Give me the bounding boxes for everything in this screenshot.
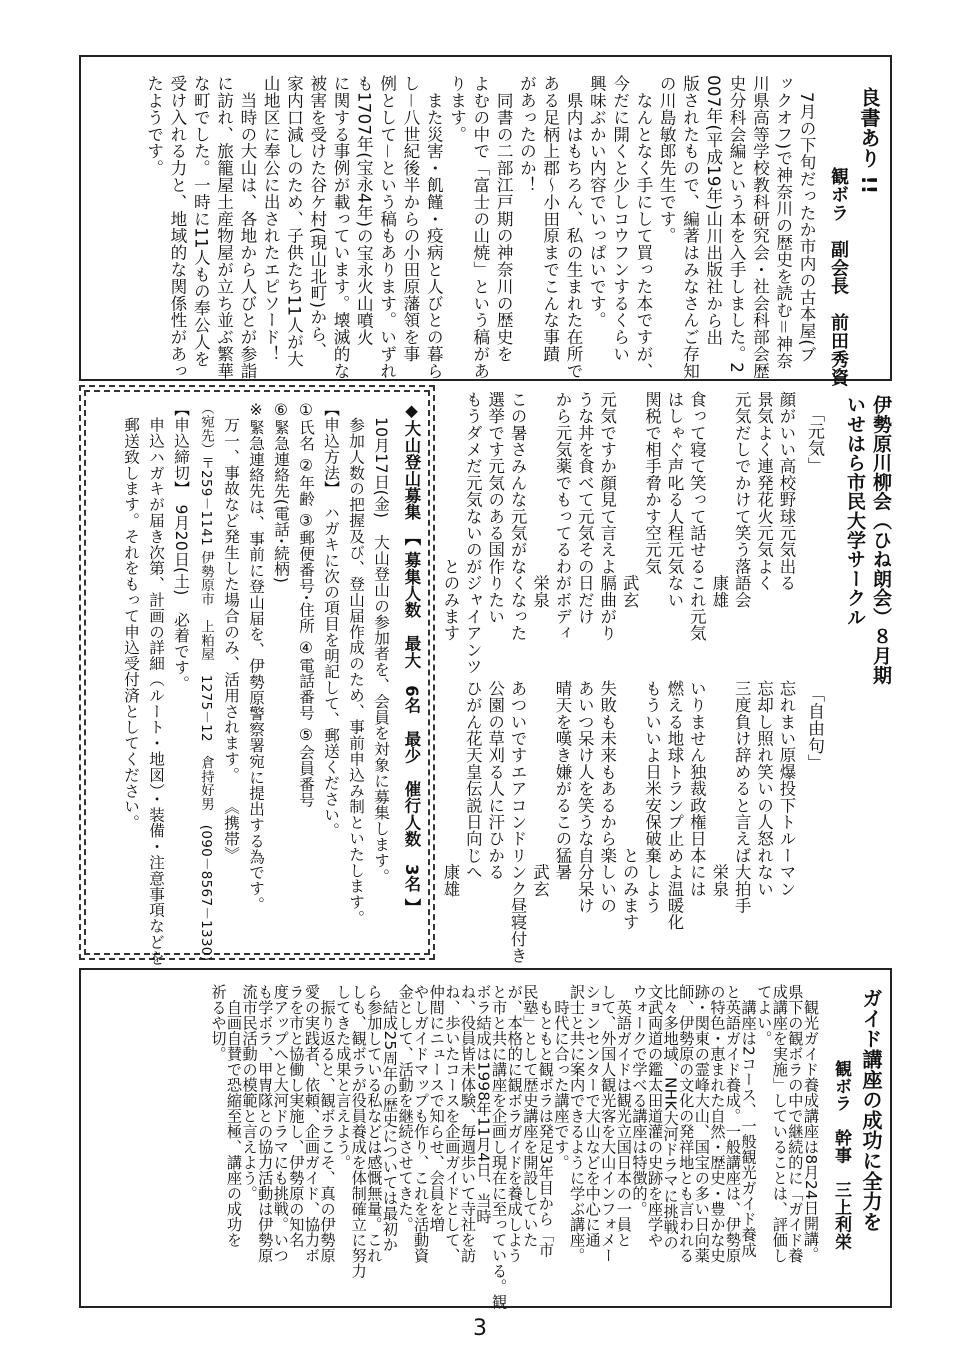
text-line: ラを市と協働し実施し、伊勢原の知名 bbox=[287, 984, 306, 1248]
text-line: ある足柄上郡～小田原までこんな事蹟 bbox=[540, 75, 560, 363]
senryu-jiyu-heading: 「自由句」 bbox=[804, 685, 824, 772]
text-line: ります。 bbox=[447, 75, 467, 143]
text-line: よむの中で「富士の山焼」という稿があ bbox=[470, 75, 490, 380]
senryu-genki-list bbox=[439, 391, 798, 675]
text-line: 版されたもので、編著はみなさんご存知 bbox=[680, 75, 700, 380]
text-line: 興味ぶかい内容でいっぱいです。 bbox=[587, 75, 607, 329]
text-line: たようです。 bbox=[144, 75, 164, 177]
text-line: ボラ結成は1998年11月4日、当時 bbox=[474, 984, 493, 1225]
text-line: ね、役員皆未体験、毎週歩いて寺社を訪 bbox=[458, 984, 477, 1263]
text-line: 7月の下旬だったか市内の古本屋(ブ bbox=[797, 75, 816, 364]
text-line: ウォークで学べる講座は特徴的。 bbox=[630, 984, 649, 1217]
text-line: ※緊急連絡先は、事前に登山届を、伊勢原警察署宛に提出する為です。 bbox=[247, 401, 265, 913]
article-good-book-body bbox=[142, 75, 818, 380]
text-line: と英語ガイド養成。一般講座は、伊勢原 bbox=[724, 984, 743, 1263]
text-line: 史分科会編という本を入手しました。2 bbox=[727, 75, 747, 374]
senryu-genki-heading: 「元気」 bbox=[804, 405, 824, 475]
text-line: 仲間にニュースで知らせ、会員を増 bbox=[427, 984, 446, 1232]
senryu-subtitle: いせはら市民大学サークル bbox=[844, 395, 866, 627]
text-line: 比々多地域、NHK大河ドラマに挑戦の bbox=[661, 984, 680, 1251]
senryu-line: 選挙です元気のある国作りたい bbox=[485, 391, 505, 625]
senryu-line: 忘れまい原爆投下トルーマン bbox=[777, 680, 796, 898]
text-line: 県内はもちろん、私の生まれた在所で bbox=[564, 75, 584, 380]
text-line: があったのか！ bbox=[517, 75, 537, 194]
text-line: 【申込方法】 ハガキに次の項目を明記して、郵送ください。 bbox=[322, 401, 340, 839]
text-line: も1707年(宝永4年)の宝永火山噴火 bbox=[354, 75, 374, 346]
text-line: しも、観ボラが役員養成を体制確立に努力 bbox=[349, 984, 368, 1279]
senryu-line: もういいよ日米安保破棄しよう bbox=[642, 680, 662, 914]
article-good-book-box bbox=[79, 55, 892, 387]
text-line: 振り返ると、観ボラこそ、真の伊勢原 bbox=[318, 984, 337, 1263]
senryu-line: 栄泉 bbox=[530, 391, 550, 609]
senryu-line: 栄泉 bbox=[709, 680, 729, 898]
text-line: 文武両道の鑑太田道灌の史跡を座学や bbox=[646, 984, 665, 1248]
article-guide-course-body bbox=[209, 984, 820, 1310]
page-number: 3 bbox=[473, 1316, 487, 1341]
text-line: 007年(平成19年)山川出版社から出 bbox=[703, 75, 723, 346]
text-line: 観光ガイド養成講座は8月24日開講。 bbox=[802, 984, 820, 1262]
article-good-book-title: 良書あり !! bbox=[857, 87, 881, 195]
senryu-line: 景気よく連発花火元気よく bbox=[754, 391, 774, 592]
senryu-line: うな丼を食べて元気その日だけ bbox=[575, 391, 595, 625]
text-line: やしガイドマップも作り、これを活動資 bbox=[412, 984, 431, 1263]
text-line: 跡・関東の霊峰大山、国宝の多い日向薬 bbox=[692, 984, 711, 1263]
oyama-body bbox=[118, 401, 393, 966]
senryu-line: 晴天を嘆き嫌がるこの猛暑 bbox=[552, 680, 572, 881]
text-line: 流市民活動の模範と言えよう。 bbox=[240, 984, 259, 1201]
text-line: なんとなく手にして買った本ですが、 bbox=[633, 75, 653, 380]
senryu-line: あついですエアコンドリンク昼寝付き bbox=[508, 680, 528, 964]
text-line: が、本格的に観ボラガイドを養成しよう bbox=[505, 984, 524, 1263]
text-line: 愛の実践者、依頼、企画ガイド、協力ボ bbox=[303, 984, 321, 1263]
senryu-line: 顔がいい高校野球元気出る bbox=[777, 391, 796, 592]
oyama-heading: ◆大山登山募集 【 募集人数 最大 6名 最少 催行人数 3名 】 bbox=[402, 401, 421, 916]
text-line: 祈るや切。 bbox=[209, 984, 228, 1062]
text-line: 金として、活動を継続させてきた。 bbox=[396, 984, 415, 1232]
senryu-line: 忘却し照れ笑いの人怒れない bbox=[754, 680, 774, 898]
senryu-line: 武玄 bbox=[620, 391, 640, 609]
text-line: 英語ガイドは観光立国日本の一員と bbox=[614, 984, 633, 1248]
senryu-line: あいつ呆け人を笑うな自分呆け bbox=[575, 680, 595, 914]
text-line: 山地区に奉公に出されたエピソード！ bbox=[261, 75, 281, 363]
senryu-line: とのみます bbox=[440, 391, 460, 642]
senryu-line: 三度負け辞めると言えば大拍手 bbox=[732, 680, 752, 914]
article-guide-course-title: ガイド講座の成功に全力を bbox=[859, 988, 883, 1232]
senryu-line: 公園の草刈る人に汗ひかる bbox=[485, 680, 505, 881]
oyama-notice-box bbox=[79, 385, 435, 966]
text-line: 【申込締切】 9月20日(土) 必着です。 bbox=[172, 401, 190, 692]
senryu-line: から元気薬でもってるわがボディ bbox=[552, 391, 572, 642]
text-line: 結成25周年の歴史については最初か bbox=[380, 984, 399, 1252]
senryu-section bbox=[440, 385, 895, 964]
text-line: に訪れ、旅籠屋土産物屋が立ち並ぶ繁華 bbox=[214, 75, 234, 380]
text-line: また災害・飢饉・疫病と人びとの暮ら bbox=[424, 75, 444, 380]
text-line: の川島敏郎先生です。 bbox=[657, 75, 677, 244]
text-line: 申込ハガキが届き次第、計画の詳細（ルート・地図）・装備・注意事項などを bbox=[147, 401, 165, 966]
text-line: して、外国人観光客を大山インフォメー bbox=[599, 984, 618, 1263]
senryu-line: とのみます bbox=[620, 680, 640, 931]
article-guide-course-box bbox=[79, 968, 892, 1308]
text-line: ね、歩いたコースを企画ガイドとして、 bbox=[443, 984, 462, 1263]
text-line: 同書の二部江戸期の神奈川の歴史を bbox=[494, 75, 514, 363]
senryu-line: 食って寝て笑って話せるこれ元気 bbox=[687, 391, 707, 642]
text-line: 成講座を実施」していることは、評価し bbox=[770, 984, 789, 1263]
text-line: 川県高等学校教科研究会・社会科部会歴 bbox=[750, 75, 770, 380]
senryu-line: 関税で相手脅かす空元気 bbox=[642, 391, 662, 575]
senryu-line: はしゃぐ声叱る人程元気ない bbox=[664, 391, 684, 609]
text-line: に関する事例が載っています。壊滅的な bbox=[331, 75, 351, 380]
text-line: 万一、事故など発生した場合のみ、活用されます。 《携帯》 bbox=[222, 401, 240, 863]
senryu-title: 伊勢原川柳会（ひね朗会）８月期 bbox=[870, 395, 892, 685]
text-line: 時代に合った講座です。 bbox=[552, 984, 571, 1170]
text-line: 訳士と共に案内できるように学ぶ講座。 bbox=[568, 984, 587, 1263]
text-line: ションセンターで大山などを中心に通 bbox=[583, 984, 602, 1248]
senryu-line: いりません独裁政権日本には bbox=[687, 680, 707, 898]
text-line: も学ボラ、甲冑隊との協力活動は伊勢原 bbox=[256, 984, 275, 1263]
text-line: 10月17日(金) 大山登山の参加者を、会員を対象に募集します。 bbox=[372, 401, 390, 884]
text-line: し－八世紀後半からの小田原藩領を事 bbox=[400, 75, 420, 363]
text-line: 例として－という稿もあります。いずれ bbox=[377, 75, 397, 380]
senryu-line: この暑さみんな元気がなくなった bbox=[508, 391, 528, 642]
senryu-jiyu-list bbox=[439, 680, 798, 964]
article-good-book-byline: 観ボラ 副会長 前田秀資 bbox=[828, 167, 849, 387]
text-line: 講座は2コース、一般観光ガイド養成 bbox=[739, 984, 758, 1258]
text-line: 家内口減しのため、子供たち11人が大 bbox=[284, 75, 304, 368]
senryu-line: 康雄 bbox=[709, 391, 729, 609]
senryu-line: 康雄 bbox=[440, 680, 460, 898]
text-line: もともと観ボラは発足3年目から「市 bbox=[536, 984, 555, 1258]
text-line: 郵送致します。それをもって申込受付済としてください。 bbox=[122, 401, 140, 831]
senryu-line: 元気だしでかけて笑う落語会 bbox=[732, 391, 752, 609]
text-line: 受け入れる力と、地域的な関係性があっ bbox=[167, 75, 187, 380]
text-line: ⑥緊急連絡先(電話･続柄) bbox=[272, 401, 290, 584]
text-line: てよい。 bbox=[755, 984, 774, 1046]
text-line: ックオフ)で神奈川の歴史を読む＝神奈 bbox=[773, 75, 793, 370]
text-line: （宛先）〒259－1141 伊勢原市 上粕屋 1275－12 倉持好男 (090－8567－1330) bbox=[198, 401, 214, 962]
text-line: 度アップへと大河ドラマにも挑戦。いつ bbox=[271, 984, 290, 1263]
text-line: 県下の観ボラの中で継続的に「ガイド養 bbox=[786, 984, 805, 1263]
senryu-line: 燃える地球トランプ止めよ温暖化 bbox=[664, 680, 684, 931]
senryu-line: 武玄 bbox=[530, 680, 550, 898]
text-line: 今だに開くと少しコウフンするくらい bbox=[610, 75, 630, 363]
text-line: してきた成果と言えよう。 bbox=[334, 984, 353, 1170]
text-line: と市と共に講座を企画し現在に至っている。観 bbox=[490, 984, 509, 1310]
text-line: 被害を受けた谷ケ村(現山北町)から、 bbox=[307, 75, 327, 359]
text-line: 師、伊勢原の文化の発祥地とも言われる bbox=[677, 984, 696, 1263]
text-line: な町でした。一時に11人もの奉公人を bbox=[191, 75, 211, 368]
text-line: ①氏名 ②年齢 ③郵便番号･住所 ④電話番号 ⑤会員番号 bbox=[297, 401, 315, 808]
text-line: 民塾」として歴史講座を開設していた bbox=[521, 984, 540, 1248]
senryu-line: 失敗も未来もあるから楽しいの bbox=[597, 680, 617, 914]
article-guide-course-byline: 観ボラ 幹事 三上利栄 bbox=[831, 1060, 851, 1251]
senryu-line: もうダメだ元気ないのがジャイアンツ bbox=[463, 391, 483, 675]
senryu-line: ひがん花天皇伝説日向じへ bbox=[463, 680, 483, 881]
text-line: の特色・恵まれた自然・歴史・豊かな史 bbox=[708, 984, 727, 1263]
text-line: ら参加している私などは感慨無量。これ bbox=[365, 984, 384, 1263]
senryu-line: 元気ですか顔見て言えよ膈曲がり bbox=[597, 391, 617, 642]
text-line: 参加人数の把握及び、登山届作成のため、事前申込み制といたします。 bbox=[347, 401, 365, 926]
text-line: 自画自賛で恐縮至極、講座の成功を bbox=[225, 984, 244, 1248]
text-line: 当時の大山は、各地から人びとが参詣 bbox=[237, 75, 257, 380]
